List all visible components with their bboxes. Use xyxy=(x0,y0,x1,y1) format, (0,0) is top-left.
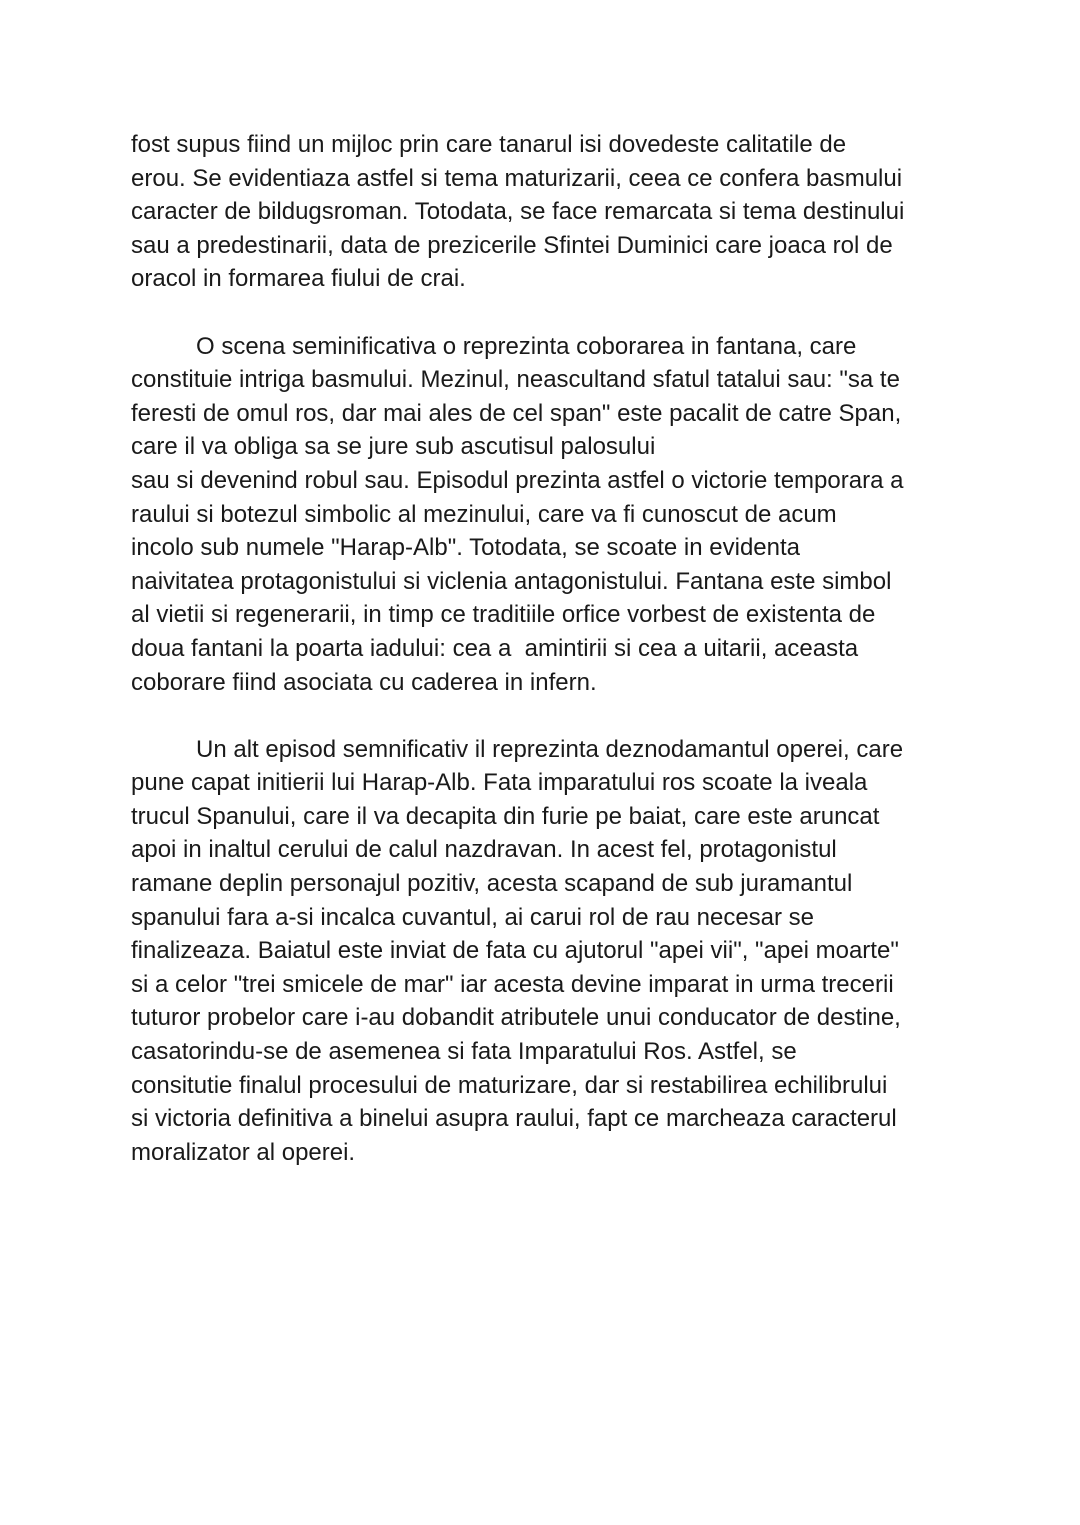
text-line: spanului fara a-si incalca cuvantul, ai carui rol de rau necesar se xyxy=(131,903,815,931)
paragraph-2 xyxy=(131,330,961,700)
paragraph-1 xyxy=(131,128,961,296)
text-line: casatorindu-se de asemenea si fata Imparatului Ros. Astfel, se xyxy=(131,1038,797,1066)
text-line: fost supus fiind un mijloc prin care tanarul isi dovedeste calitatile de xyxy=(131,131,847,158)
text-line: pune capat initierii lui Harap-Alb. Fata imparatului ros scoate la iveala xyxy=(131,769,868,797)
text-line: raului si botezul simbolic al mezinului, care va fi cunoscut de acum xyxy=(131,500,837,528)
text-line: sau si devenind robul sau. Episodul prezinta astfel o victorie temporara a xyxy=(131,466,904,494)
document-page xyxy=(131,128,961,1203)
text-line: feresti de omul ros, dar mai ales de cel span" este pacalit de catre Span, xyxy=(131,399,902,427)
text-line: consitutie finalul procesului de maturizare, dar si restabilirea echilibrului xyxy=(131,1071,888,1099)
text-line: al vietii si regenerarii, in timp ce traditiile orfice vorbest de existenta de xyxy=(131,601,876,629)
text-line-indented: O scena seminificativa o reprezinta coborarea in fantana, care xyxy=(196,332,857,360)
text-line: tuturor probelor care i-au dobandit atributele unui conducator de destine, xyxy=(131,1004,901,1032)
text-line: apoi in inaltul cerului de calul nazdravan. In acest fel, protagonistul xyxy=(131,836,837,864)
paragraph-3 xyxy=(131,733,961,1170)
text-line: doua fantani la poarta iadului: cea a amintirii si cea a uitarii, aceasta xyxy=(131,634,859,662)
text-line: incolo sub numele "Harap-Alb". Totodata, se scoate in evidenta xyxy=(131,534,800,562)
text-line: coborare fiind asociata cu caderea in infern. xyxy=(131,668,597,696)
text-line: erou. Se evidentiaza astfel si tema maturizarii, ceea ce confera basmului xyxy=(131,164,903,192)
text-line: caracter de bildugsroman. Totodata, se face remarcata si tema destinului xyxy=(131,198,905,226)
text-line: constituie intriga basmului. Mezinul, neascultand sfatul tatalui sau: "sa te xyxy=(131,366,900,394)
text-line-indented: Un alt episod semnificativ il reprezinta deznodamantul operei, care xyxy=(196,735,904,763)
text-line: naivitatea protagonistului si viclenia antagonistului. Fantana este simbol xyxy=(131,567,892,595)
text-line: finalizeaza. Baiatul este inviat de fata cu ajutorul "apei vii", "apei moarte" xyxy=(131,937,899,965)
text-line: moralizator al operei. xyxy=(131,1138,356,1166)
text-line: oracol in formarea fiului de crai. xyxy=(131,265,466,293)
text-line: trucul Spanului, care il va decapita din furie pe baiat, care este aruncat xyxy=(131,802,880,830)
text-line: si a celor "trei smicele de mar" iar acesta devine imparat in urma trecerii xyxy=(131,970,894,998)
text-line: si victoria definitiva a binelui asupra raului, fapt ce marcheaza caracterul xyxy=(131,1105,897,1133)
text-line: sau a predestinarii, data de prezicerile Sfintei Duminici care joaca rol de xyxy=(131,231,893,259)
text-line: care il va obliga sa se jure sub ascutisul palosului xyxy=(131,433,656,461)
text-line: ramane deplin personajul pozitiv, acesta scapand de sub juramantul xyxy=(131,870,853,898)
